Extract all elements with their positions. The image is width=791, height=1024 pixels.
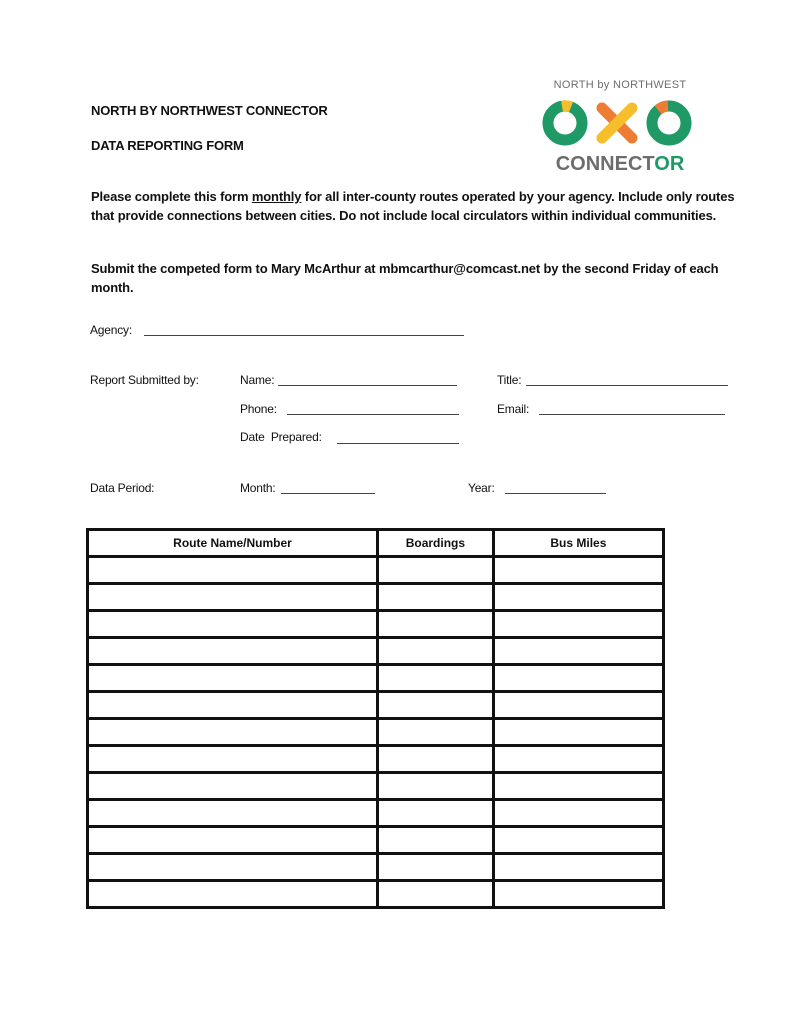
table-row (88, 692, 664, 719)
month-label: Month: (240, 481, 276, 495)
table-row (88, 557, 664, 584)
table-row (88, 665, 664, 692)
logo-bottom-text: CONNECTOR (555, 153, 685, 175)
route-name-cell[interactable] (88, 800, 378, 827)
route-name-cell[interactable] (88, 719, 378, 746)
logo-top-text: NORTH by NORTHWEST (553, 79, 687, 91)
year-input[interactable] (505, 493, 606, 494)
column-header-route: Route Name/Number (88, 530, 378, 557)
instructions-text-start: Please complete this form (91, 189, 252, 204)
route-name-cell[interactable] (88, 881, 378, 908)
form-organization-title: NORTH BY NORTHWEST CONNECTOR (91, 103, 328, 118)
phone-label: Phone: (240, 402, 277, 416)
bus-miles-cell[interactable] (493, 773, 663, 800)
route-data-table (86, 528, 665, 909)
route-name-cell[interactable] (88, 611, 378, 638)
table-row (88, 584, 664, 611)
boardings-cell[interactable] (378, 611, 494, 638)
route-name-cell[interactable] (88, 584, 378, 611)
table-row (88, 638, 664, 665)
boardings-cell[interactable] (378, 557, 494, 584)
table-row (88, 827, 664, 854)
table-row (88, 719, 664, 746)
table-header-row (88, 530, 664, 557)
bus-miles-cell[interactable] (493, 854, 663, 881)
agency-label: Agency: (90, 323, 132, 337)
bus-miles-cell[interactable] (493, 692, 663, 719)
date-prepared-label: Date Prepared: (240, 430, 322, 444)
boardings-cell[interactable] (378, 881, 494, 908)
route-name-cell[interactable] (88, 692, 378, 719)
route-name-cell[interactable] (88, 746, 378, 773)
instructions-emphasis: monthly (251, 189, 302, 204)
form-title: DATA REPORTING FORM (91, 138, 244, 153)
date-prepared-input[interactable] (337, 443, 459, 444)
bus-miles-cell[interactable] (493, 611, 663, 638)
data-period-label: Data Period: (90, 481, 155, 495)
oxo-logo-icon (540, 76, 700, 176)
year-label: Year: (468, 481, 495, 495)
bus-miles-cell[interactable] (493, 800, 663, 827)
boardings-cell[interactable] (378, 854, 494, 881)
table-row (88, 854, 664, 881)
email-input[interactable] (539, 414, 725, 415)
boardings-cell[interactable] (378, 827, 494, 854)
boardings-cell[interactable] (378, 719, 494, 746)
email-label: Email: (497, 402, 530, 416)
month-input[interactable] (281, 493, 375, 494)
report-submitted-by-label: Report Submitted by: (90, 373, 199, 387)
route-name-cell[interactable] (88, 665, 378, 692)
boardings-cell[interactable] (378, 746, 494, 773)
route-name-cell[interactable] (88, 557, 378, 584)
bus-miles-cell[interactable] (493, 827, 663, 854)
route-name-cell[interactable] (88, 773, 378, 800)
table-row (88, 800, 664, 827)
route-name-cell[interactable] (88, 854, 378, 881)
bus-miles-cell[interactable] (493, 584, 663, 611)
route-name-cell[interactable] (88, 638, 378, 665)
boardings-cell[interactable] (378, 800, 494, 827)
submission-instructions: Submit the competed form to Mary McArthur at mbmcarthur@comcast.net by the second Friday of each month. (91, 261, 719, 295)
agency-input[interactable] (144, 335, 464, 336)
boardings-cell[interactable] (378, 584, 494, 611)
name-input[interactable] (278, 385, 457, 386)
bus-miles-cell[interactable] (493, 638, 663, 665)
connector-logo (540, 76, 700, 176)
table-row (88, 611, 664, 638)
boardings-cell[interactable] (378, 665, 494, 692)
bus-miles-cell[interactable] (493, 746, 663, 773)
table-row (88, 773, 664, 800)
phone-input[interactable] (287, 414, 459, 415)
instructions-paragraph (91, 188, 741, 225)
route-name-cell[interactable] (88, 827, 378, 854)
bus-miles-cell[interactable] (493, 719, 663, 746)
title-input[interactable] (526, 385, 728, 386)
boardings-cell[interactable] (378, 773, 494, 800)
instructions-text-end: for all inter-county routes operated by your agency. Include only routes that provide connections between cities. Do not include local circulators within individual communities. (91, 189, 735, 223)
table-row (88, 746, 664, 773)
boardings-cell[interactable] (378, 692, 494, 719)
name-label: Name: (240, 373, 275, 387)
title-label: Title: (497, 373, 522, 387)
boardings-cell[interactable] (378, 638, 494, 665)
column-header-bus-miles: Bus Miles (493, 530, 663, 557)
table-row (88, 881, 664, 908)
bus-miles-cell[interactable] (493, 557, 663, 584)
bus-miles-cell[interactable] (493, 665, 663, 692)
bus-miles-cell[interactable] (493, 881, 663, 908)
column-header-boardings: Boardings (378, 530, 494, 557)
